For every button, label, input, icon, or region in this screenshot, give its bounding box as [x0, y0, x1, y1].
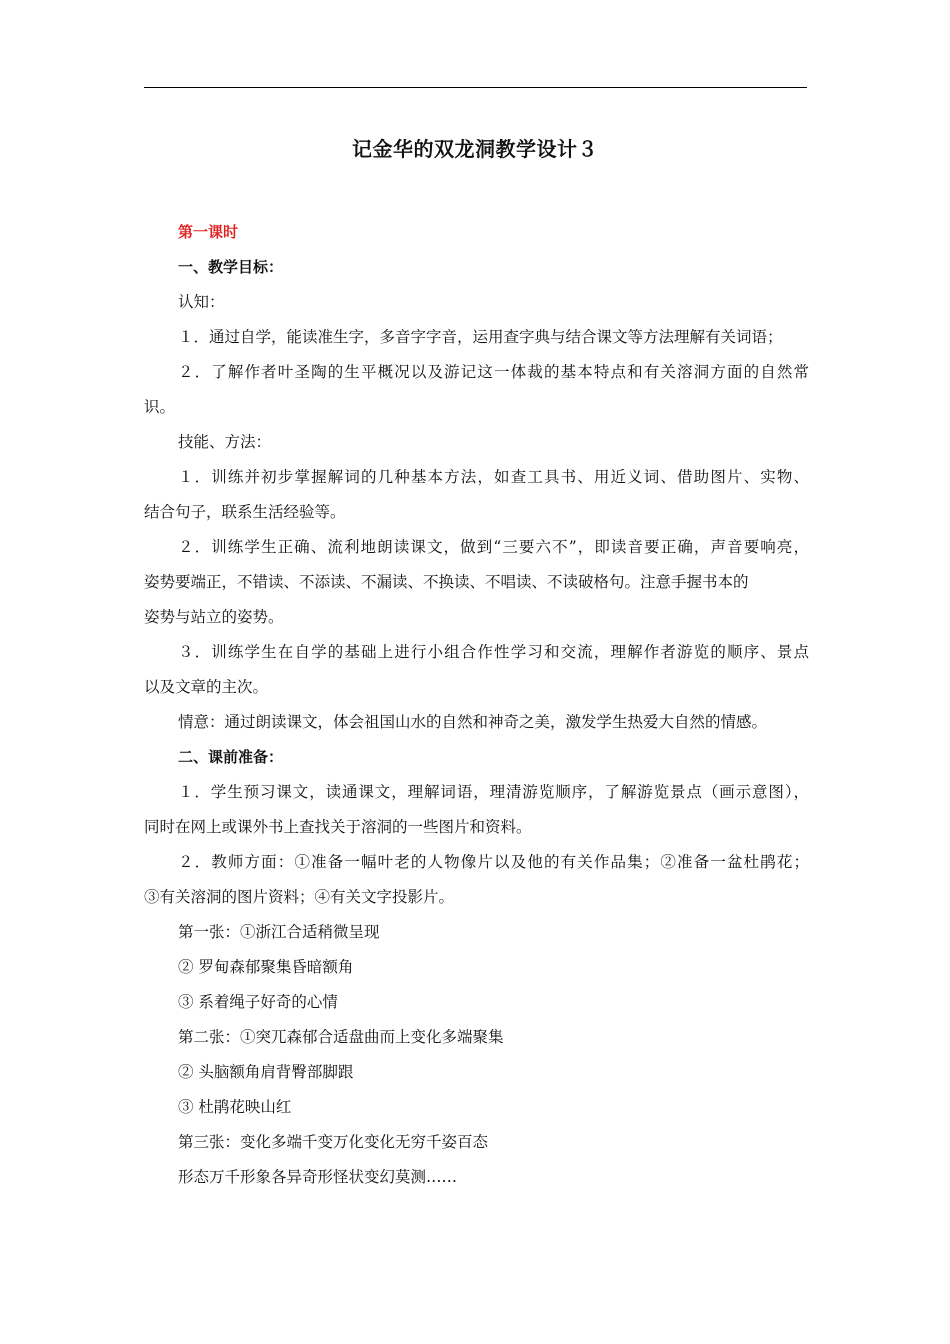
paragraph-line: 姿势要端正，不错读、不添读、不漏读、不换读、不唱读、不读破格句。注意手握书本的 [144, 573, 749, 591]
paragraph-line: 同时在网上或课外书上查找关于溶洞的一些图片和资料。 [144, 818, 532, 836]
section-heading-preparation: 二、课前准备： [178, 748, 284, 766]
paragraph-line: 姿势与站立的姿势。 [144, 608, 284, 626]
slide-line: ② 罗甸森郁聚集昏暗额角 [178, 958, 354, 976]
paragraph-line: 认知： [178, 293, 225, 311]
paragraph-line: 识。 [144, 398, 176, 416]
lesson-heading: 第一课时 [178, 223, 239, 241]
paragraph-line: 技能、方法： [178, 433, 272, 451]
paragraph-line: １．通过自学，能读准生字，多音字字音，运用查字典与结合课文等方法理解有关词语； [178, 328, 783, 346]
paragraph-line: ２．教师方面：①准备一幅叶老的人物像片以及他的有关作品集；②准备一盆杜鹃花； [178, 853, 809, 871]
slide-line: 第三张：变化多端千变万化变化无穷千姿百态 [178, 1133, 489, 1151]
header-rule [144, 87, 807, 88]
paragraph-line: ③有关溶洞的图片资料；④有关文字投影片。 [144, 888, 455, 906]
paragraph-line: 结合句子，联系生活经验等。 [144, 503, 346, 521]
paragraph-line: 情意：通过朗读课文，体会祖国山水的自然和神奇之美，激发学生热爱大自然的情感。 [178, 713, 768, 731]
paragraph-line: ２．训练学生正确、流利地朗读课文，做到“三要六不”，即读音要正确，声音要响亮， [178, 538, 809, 556]
slide-line: ③ 系着绳子好奇的心情 [178, 993, 338, 1011]
paragraph-line: 以及文章的主次。 [144, 678, 269, 696]
slide-line: 第二张：①突兀森郁合适盘曲而上变化多端聚集 [178, 1028, 504, 1046]
slide-line: ③ 杜鹃花映山红 [178, 1098, 292, 1116]
paragraph-line: １．学生预习课文，读通课文，理解词语，理清游览顺序，了解游览景点（画示意图）， [178, 783, 809, 801]
document-body [144, 215, 809, 1195]
slide-line: ② 头脑额角肩背臀部脚跟 [178, 1063, 354, 1081]
slide-line: 形态万千形象各异奇形怪状变幻莫测…… [178, 1168, 458, 1186]
section-heading-goals: 一、教学目标： [178, 258, 284, 276]
slide-line: 第一张：①浙江合适稍微呈现 [178, 923, 380, 941]
document-title: 记金华的双龙洞教学设计３ [352, 137, 598, 161]
paragraph-line: １．训练并初步掌握解词的几种基本方法，如查工具书、用近义词、借助图片、实物、 [178, 468, 809, 486]
paragraph-line: ３．训练学生在自学的基础上进行小组合作性学习和交流，理解作者游览的顺序、景点 [178, 643, 809, 661]
paragraph-line: ２．了解作者叶圣陶的生平概况以及游记这一体裁的基本特点和有关溶洞方面的自然常 [178, 363, 809, 381]
